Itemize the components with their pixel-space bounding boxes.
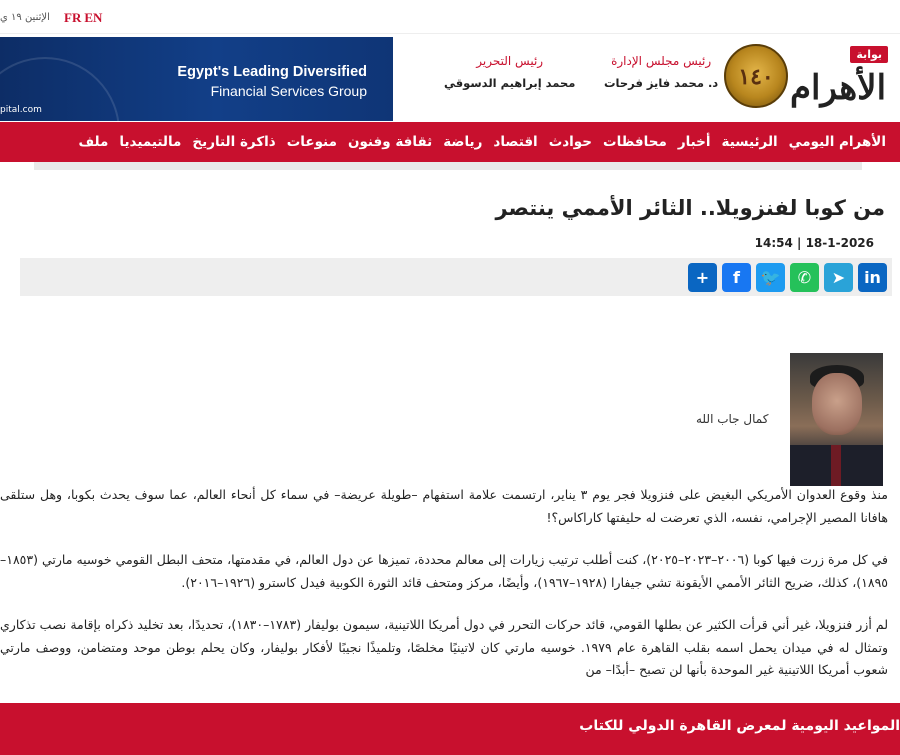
- facebook-share-button[interactable]: [722, 263, 751, 292]
- nav-item-accidents[interactable]: حوادث: [548, 134, 593, 150]
- plus-icon: +: [695, 268, 710, 287]
- site-logo[interactable]: [720, 40, 890, 116]
- editor-name: محمد إبراهيم الدسوقي: [444, 76, 576, 90]
- nav-item-economy[interactable]: اقتصاد: [493, 134, 538, 150]
- linkedin-icon: in: [864, 268, 881, 287]
- telegram-icon: ➤: [831, 268, 846, 287]
- portal-badge: بوابة: [850, 46, 888, 63]
- article-paragraph: في كل مرة زرت فيها كوبا (٢٠٠٦–٢٠٢٣–٢٠٢٥)، كنت أطلب ترتيب زيارات إلى معالم محددة، تميزها عن دول العالم، في مقدمتها، متحف البطل القومي خوسيه مارتي (١٨٥٣–١٨٩٥)، كذلك، ضريح الثائر الأممي الأيقونة تشي جيفارا (١٩٢٨–١٩٦٧)، وأيضًا، مركز ومتحف قائد الثورة الكوبية فيدل كاسترو (١٩٢٦–٢٠١٦).: [0, 552, 888, 590]
- chairman-name: د. محمد فايز فرحات: [604, 76, 719, 90]
- banner-subline: Financial Services Group: [210, 83, 367, 99]
- nav-item-news[interactable]: أخبار: [677, 134, 711, 150]
- twitter-share-button[interactable]: [756, 263, 785, 292]
- article-paragraph: منذ وقوع العدوان الأمريكي البغيض على فنزويلا فجر يوم ٣ يناير، ارتسمت علامة استفهام –طويلة عريضة– في سماء كل أنحاء العالم، عما سوف يحدث بكوبا، وهل ستلقى هافانا المصير الإجرامي، نفسه، الذي تعرضت له حليفتها كاراكاس؟!: [0, 487, 888, 525]
- language-switcher: [64, 10, 105, 26]
- logo-wordmark: الأهرام: [790, 68, 887, 108]
- board-chairman: [604, 54, 718, 90]
- author-photo: [790, 353, 883, 486]
- ticker-text[interactable]: المواعيد اليومية لمعرض القاهرة الدولي للكتاب: [579, 718, 900, 734]
- facebook-icon: f: [733, 268, 740, 287]
- banner-url: pital.com: [0, 105, 42, 115]
- whatsapp-icon: ✆: [797, 268, 812, 287]
- ad-banner[interactable]: [0, 37, 393, 121]
- lang-fr-link[interactable]: FR: [64, 10, 82, 25]
- twitter-icon: 🐦: [760, 268, 781, 287]
- banner-headline: Egypt's Leading Diversified: [177, 64, 367, 80]
- nav-item-history[interactable]: ذاكرة التاريخ: [192, 134, 276, 150]
- main-nav: [0, 122, 900, 162]
- date-text: الإثنين ١٩ ي: [0, 12, 50, 23]
- nav-item-ahram-daily[interactable]: الأهرام اليومي: [788, 134, 886, 150]
- share-buttons: [688, 263, 887, 292]
- editor-role: رئيس التحرير: [476, 54, 544, 68]
- nav-item-culture[interactable]: ثقافة وفنون: [347, 134, 433, 150]
- nav-item-variety[interactable]: منوعات: [286, 134, 337, 150]
- nav-item-sports[interactable]: رياضة: [443, 134, 483, 150]
- share-bar: [20, 258, 892, 296]
- author-name[interactable]: كمال جاب الله: [696, 412, 769, 426]
- nav-item-files[interactable]: ملف: [78, 134, 109, 150]
- nav-sub-bar: [34, 162, 862, 170]
- nav-item-governorates[interactable]: محافظات: [603, 134, 667, 150]
- whatsapp-share-button[interactable]: [790, 263, 819, 292]
- article-body: [0, 484, 888, 702]
- news-ticker[interactable]: [0, 703, 900, 755]
- plus-share-button[interactable]: [688, 263, 717, 292]
- article-paragraph: لم أزر فنزويلا، غير أني قرأت الكثير عن بطلها القومي، قائد حركات التحرر في دول أمريكا اللاتينية، سيمون بوليفار (١٧٨٣–١٨٣٠)، تحديدًا، بعد تخليد ذكراه بإقامة نصب تذكاري وتمثال له في ميدان يحمل اسمه بقلب القاهرة عام ١٩٧٩. خوسيه مارتي كان لاتينيًا مخلصًا، وتلميذًا نجيبًا لأفكار بوليفار، وكان يحلم بوطن موحد ومتضامن، ووصف مارتي شعوب أمريكا اللاتينية غير الموحدة بأنها لن تصبح –أبدًا– من: [0, 617, 888, 677]
- chairman-role: رئيس مجلس الإدارة: [611, 54, 712, 68]
- nav-item-multimedia[interactable]: مالتيميديا: [119, 134, 182, 150]
- top-strip: [0, 0, 900, 34]
- article-datetime: 18-1-2026 | 14:54: [754, 236, 874, 250]
- lang-en-link[interactable]: EN: [84, 10, 103, 25]
- editor-in-chief: [444, 54, 575, 90]
- nav-item-home[interactable]: الرئيسية: [721, 134, 778, 150]
- telegram-share-button[interactable]: [824, 263, 853, 292]
- anniversary-emblem-icon: ١٤٠: [724, 44, 788, 108]
- site-header: [0, 34, 900, 122]
- article-title: من كوبا لفنزويلا.. الثائر الأممي ينتصر: [495, 196, 885, 220]
- linkedin-share-button[interactable]: [858, 263, 887, 292]
